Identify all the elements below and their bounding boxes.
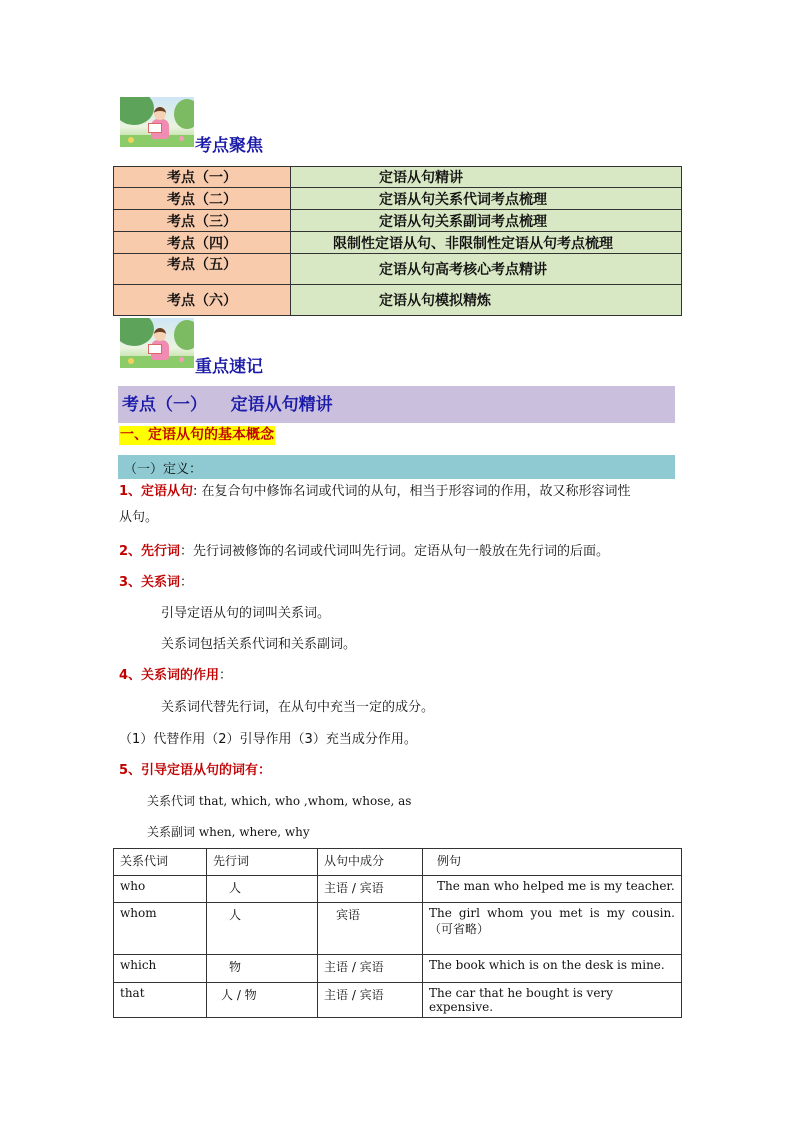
item-3 xyxy=(119,570,193,596)
item-3-label: 3、关系词 xyxy=(119,575,181,590)
cell-example: The car that he bought is very expensive. xyxy=(423,983,682,1018)
item-1-cont: 从句。 xyxy=(119,510,159,525)
item-5-line-2: 关系副词 when, where, why xyxy=(147,825,310,839)
header-cell: 例句 xyxy=(423,849,682,876)
topic-desc: 限制性定语从句、非限制性定语从句考点梳理 xyxy=(291,232,682,254)
topic-row xyxy=(114,232,682,254)
item-3-line-1: 引导定语从句的词叫关系词。 xyxy=(161,606,331,621)
definition-bar xyxy=(118,455,675,479)
cell-antecedent: 人 xyxy=(207,903,318,955)
cell-word: whom xyxy=(114,903,207,955)
cell-example: The book which is on the desk is mine. xyxy=(423,955,682,983)
cell-role: 主语 / 宾语 xyxy=(318,955,423,983)
topics-table xyxy=(113,166,682,316)
topic-row xyxy=(114,254,682,285)
header-cell: 关系代词 xyxy=(114,849,207,876)
table-header-row xyxy=(114,849,682,876)
example-note: （可省略） xyxy=(429,922,490,936)
cell-role: 主语 / 宾语 xyxy=(318,983,423,1018)
topic-title: 考点（一） 定语从句精讲 xyxy=(122,395,333,415)
item-4 xyxy=(119,663,232,689)
topic-row xyxy=(114,285,682,316)
item-5-label: 5、引导定语从句的词有： xyxy=(119,763,272,778)
topic-label: 考点（五） xyxy=(114,254,291,285)
item-5-line-1: 关系代词 that, which, who ,whom, whose, as xyxy=(147,794,412,808)
topic-label: 考点（三） xyxy=(114,210,291,232)
topic-desc: 定语从句关系代词考点梳理 xyxy=(291,188,682,210)
cell-word: who xyxy=(114,876,207,903)
topic-label: 考点（四） xyxy=(114,232,291,254)
topic-label: 考点（二） xyxy=(114,188,291,210)
header-cell: 先行词 xyxy=(207,849,318,876)
topic-desc: 定语从句高考核心考点精讲 xyxy=(291,254,682,285)
section-heading-focus: 考点聚焦 xyxy=(195,136,263,156)
item-4-label: 4、关系词的作用 xyxy=(119,668,220,683)
cell-antecedent: 物 xyxy=(207,955,318,983)
cell-role: 主语 / 宾语 xyxy=(318,876,423,903)
item-4-line-1: 关系词代替先行词，在从句中充当一定的成分。 xyxy=(161,700,435,715)
table-row xyxy=(114,903,682,955)
relative-pronoun-table xyxy=(113,848,682,1018)
topic-label: 考点（一） xyxy=(114,167,291,188)
table-row xyxy=(114,983,682,1018)
topic-label: 考点（六） xyxy=(114,285,291,316)
topic-row xyxy=(114,167,682,188)
subheading-basic-concept: 一、定语从句的基本概念 xyxy=(120,427,274,443)
item-4-colon: ： xyxy=(219,668,233,683)
item-3-colon: ： xyxy=(180,575,194,590)
item-2-text: ：先行词被修饰的名词或代词叫先行词。定语从句一般放在先行词的后面。 xyxy=(180,544,610,559)
section-illustration xyxy=(120,97,194,147)
section-illustration xyxy=(120,318,194,368)
table-row xyxy=(114,876,682,903)
item-1-label: 1、定语从句 xyxy=(119,484,194,499)
topic-row xyxy=(114,188,682,210)
example-text: The girl whom you met is my cousin. xyxy=(429,906,675,920)
topic-desc: 定语从句关系副词考点梳理 xyxy=(291,210,682,232)
cell-example xyxy=(423,903,682,955)
topic-desc: 定语从句模拟精炼 xyxy=(291,285,682,316)
cell-antecedent: 人 / 物 xyxy=(207,983,318,1018)
header-cell: 从句中成分 xyxy=(318,849,423,876)
item-1-text: : 在复合句中修饰名词或代词的从句，相当于形容词的作用，故又称形容词性 xyxy=(193,484,631,499)
cell-antecedent: 人 xyxy=(207,876,318,903)
topic-title-bar xyxy=(118,386,675,423)
cell-role: 宾语 xyxy=(318,903,423,955)
item-2 xyxy=(119,539,679,565)
section-heading-notes: 重点速记 xyxy=(195,357,263,377)
cell-example: The man who helped me is my teacher. xyxy=(423,876,682,903)
table-row xyxy=(114,955,682,983)
definition-title: （一）定义： xyxy=(124,462,203,477)
cell-word: which xyxy=(114,955,207,983)
item-4-line-2: （1）代替作用（2）引导作用（3）充当成分作用。 xyxy=(119,732,417,747)
topic-row xyxy=(114,210,682,232)
item-3-line-2: 关系词包括关系代词和关系副词。 xyxy=(161,637,357,652)
cell-word: that xyxy=(114,983,207,1018)
item-2-label: 2、先行词 xyxy=(119,544,181,559)
item-1 xyxy=(119,479,679,505)
topic-desc: 定语从句精讲 xyxy=(291,167,682,188)
